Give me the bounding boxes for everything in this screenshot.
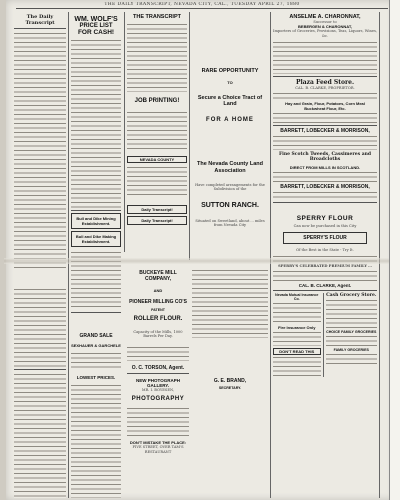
ad-text (71, 351, 121, 371)
grocery-text (326, 352, 377, 366)
column-rule (189, 12, 190, 260)
buckeye-mill: BUCKEYE MILL COMPANY, (139, 270, 177, 282)
roller-flour: ROLLER FLOUR. (133, 316, 183, 322)
masthead: THE DAILY TRANSCRIPT, NEVADA CITY, CAL., TUESDAY APRIL 27, 1880 (16, 2, 388, 9)
sutton-ranch: SUTTON RANCH. (201, 201, 259, 209)
divider (273, 202, 377, 203)
anselme-firm: BEBERGEN & CHARONNAT, (298, 24, 352, 30)
barrett-text (273, 190, 377, 200)
anselme-goods: Importers of Groceries, Provisions, Teas, Liquors, Wines, &c. (273, 29, 377, 38)
divider (273, 76, 377, 77)
signature-name: G. E. BRAND, (213, 377, 247, 384)
cash-grocery: Cash Grocery Store. (326, 292, 377, 298)
column-3 (127, 12, 187, 260)
column-rule (323, 293, 324, 377)
barrett-text (273, 134, 377, 150)
sperry-sub: Can now be purchased in this City (293, 223, 357, 228)
divider (71, 210, 121, 211)
column-rule (68, 12, 69, 498)
for-cash-heading: FOR CASH! (77, 29, 115, 36)
plaza-text (273, 111, 377, 123)
column-5 (273, 12, 377, 498)
grocery-text (326, 334, 377, 348)
mill-capacity: Capacity of the Mills, 1000 Barrels Per Day. (133, 330, 183, 339)
transcript-text (127, 22, 187, 92)
article-text (14, 372, 66, 498)
daily-transcript-box: Daily Transcript! (127, 205, 187, 214)
plaza-feed: Plaza Feed Store. (295, 79, 355, 87)
article-text (14, 31, 66, 269)
mill-ad: Bull and Dike Making Establishment. (71, 231, 121, 247)
bottom-ads (273, 293, 377, 377)
divider (71, 312, 121, 313)
land-ad-text (192, 268, 268, 338)
divider (273, 290, 377, 291)
buckwheat: Buckwheat Flour, Etc. (304, 105, 346, 111)
choice-groceries: CHOICE FAMILY GROCERIES (326, 329, 377, 334)
nevada-mutual: Nevada Mutual Insurance Co. (275, 292, 319, 301)
patent-label: PATENT (151, 308, 165, 312)
insurance-text (273, 330, 321, 346)
wolf-ad-title: WM. WOLF'S (74, 16, 118, 23)
dont-mistake: DON'T MISTAKE THE PLACE: (129, 440, 187, 446)
fire-insurance: Fire Insurance Only (278, 324, 316, 330)
sperry-flour: SPERRY FLOUR (296, 214, 354, 222)
divider (14, 28, 66, 29)
sexhauer-ad: SEXHAUER & GARCHELE (71, 343, 121, 348)
anselme-successor: Successor to (313, 20, 337, 24)
and-label: AND (153, 288, 163, 293)
column-1-title: The Daily Transcript (25, 14, 55, 26)
column-rule (124, 12, 125, 252)
gallery-owner: MR. I. BOYESEN, (141, 387, 175, 392)
gallery-text (127, 406, 189, 436)
photo-gallery: NEW PHOTOGRAPH GALLERY. (136, 377, 180, 388)
printing-text (127, 110, 187, 150)
mill-ad: Bull and Dike Mining Establishment. (71, 213, 121, 229)
column-4 (192, 12, 268, 498)
ad-text (71, 383, 121, 498)
plaza-text (273, 91, 377, 101)
direct-from-mills: DIRECT FROM MILLS IN SCOTLAND. (289, 164, 361, 170)
article-text (14, 287, 66, 367)
county-box: NEVADA COUNTY (127, 156, 187, 163)
barrett-text (273, 170, 377, 184)
dont-read: DON'T READ THIS (273, 348, 321, 355)
barrett-ad-top: BARRETT, LOBECKER & MORRISON, (280, 127, 370, 134)
arrangements-text: Have completed arrangements for the Subdivision of the (195, 183, 265, 192)
barrett-ad-bottom: BARRETT, LOBECKER & MORRISON, (280, 183, 370, 190)
price-list-heading: PRICE LIST (79, 23, 113, 29)
page-fold (4, 258, 396, 264)
divider (273, 125, 377, 126)
lowest-prices: LOWEST PRICES. (76, 375, 116, 380)
divider (14, 369, 66, 370)
job-printing: JOB PRINTING! (134, 98, 180, 104)
sperry-text (273, 269, 377, 283)
sperry-mill: Of the Best in the State - Try It. (296, 248, 354, 253)
insurance-ad (273, 293, 321, 377)
sperry-agent: CAL. B. CLARKE, Agent. (298, 282, 352, 288)
column-rule (270, 12, 271, 498)
for-a-home: FOR A HOME (206, 117, 254, 123)
grocery-text (326, 298, 377, 330)
grand-sale: GRAND SALE (79, 333, 113, 339)
rare-opportunity: RARE OPPORTUNITY (201, 68, 259, 74)
insurance-text (273, 355, 321, 377)
transcript-header: THE TRANSCRIPT (133, 14, 181, 20)
signature-role: SECRETARY. (218, 385, 242, 390)
mill-agent: O. C. TORSON, Agent. (131, 364, 185, 371)
situated-text: Situated on Sweetland, about ... miles from Nevada City (195, 218, 265, 228)
insurance-text (273, 301, 321, 325)
sperry-celebrated: SPERRY'S CELEBRATED PREMIUM FAMILY ... (278, 264, 372, 269)
mill-text (127, 345, 189, 361)
secure-tract: Secure a Choice Tract of Land (197, 95, 263, 107)
column-2 (71, 12, 121, 498)
middle-ads (127, 262, 189, 498)
sperry-box: SPERRY'S FLOUR (283, 232, 367, 244)
gallery-place: FIVE STREET, OVER TAM'S RESTAURANT (132, 445, 184, 454)
land-association: The Nevada County Land Association (196, 161, 263, 174)
hay-grain: Hay and Grain, Flour, Potatoes, Corn Meal (285, 100, 365, 106)
to-label: TO (227, 80, 233, 85)
column-rule (379, 12, 380, 498)
daily-transcript-box: Daily Transcript! (127, 216, 187, 225)
price-list-text (71, 38, 121, 208)
anselme-text (273, 40, 377, 74)
grocery-ad (326, 293, 377, 377)
newspaper-page (6, 0, 394, 500)
family-groceries: FAMILY GROCERIES (333, 347, 369, 352)
county-text (127, 165, 187, 195)
divider (127, 373, 189, 374)
column-1 (14, 12, 66, 498)
photography: PHOTOGRAPHY (131, 396, 185, 403)
pioneer-milling: PIONEER MILLING CO'S (129, 299, 187, 305)
anselme-ad: ANSELME A. CHARONNAT, (289, 14, 361, 20)
plaza-proprietor: CAL. B. CLARKE, PROPRIETOR. (295, 86, 355, 91)
adjacent-page-edge (389, 0, 400, 500)
scotch-tweeds: Fine Scotch Tweeds, Cassimeres and Broadcloths (278, 151, 372, 162)
